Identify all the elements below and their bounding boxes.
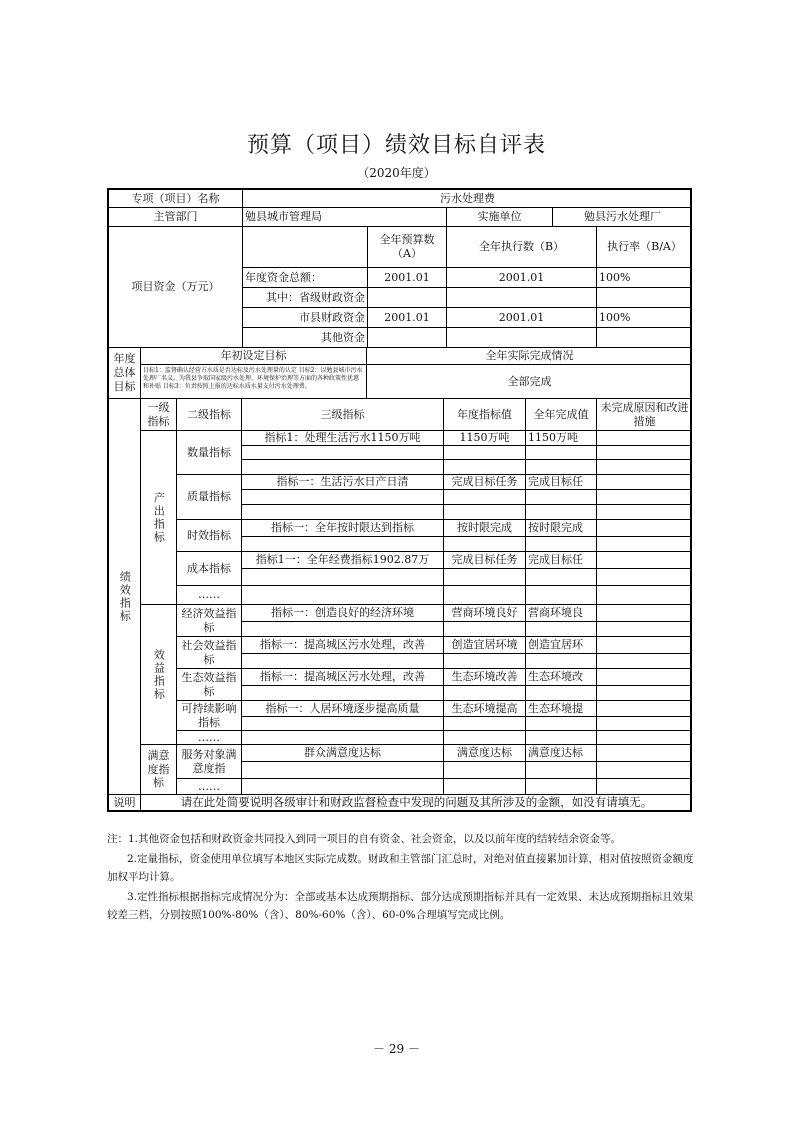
goal-label: 年度总体目标 — [109, 348, 141, 399]
satisfaction-ellipsis: …… — [177, 779, 242, 795]
economic-l3: 指标一：创造良好的经济环境 — [242, 605, 444, 622]
service-actual: 满意度达标 — [526, 745, 597, 762]
ecological-blank-l3 — [242, 686, 444, 701]
quantity-blank2-l3 — [242, 460, 444, 475]
service-l3: 群众满意度达标 — [242, 745, 444, 762]
economic-blank-reason — [597, 622, 692, 637]
unit-value: 勉县污水处理厂 — [553, 208, 692, 227]
social-target: 创造宜居环境 — [444, 637, 526, 654]
quantity-blank-actual — [526, 446, 597, 460]
time-reason — [597, 520, 692, 537]
funds-county-label: 市县财政资金 — [243, 308, 368, 328]
benefit-ellipsis-target — [444, 731, 526, 745]
funds-other-rate — [597, 328, 692, 348]
funds-county-budget: 2001.01 — [368, 308, 447, 328]
quantity-reason — [597, 431, 692, 446]
footnotes — [107, 830, 697, 926]
quantity-l3: 指标1：处理生活污水1150万吨 — [242, 431, 444, 446]
sub-service: 服务对象满意度指 — [177, 745, 242, 779]
time-blank-reason — [597, 537, 692, 552]
sustainable-blank-actual — [526, 717, 597, 731]
quality-blank2-actual — [526, 505, 597, 520]
cost-actual: 完成目标任 — [526, 552, 597, 569]
footnote-1: 注：1.其他资金包括和财政资金共同投入到同一项目的自有资金、社会资金，以及以前年度的结转结余资金等。 — [107, 833, 622, 845]
economic-blank-actual — [526, 622, 597, 637]
funds-province-rate — [597, 288, 692, 308]
social-blank-reason — [597, 654, 692, 669]
funds-county-exec: 2001.01 — [447, 308, 597, 328]
group-satisfaction: 满意度指标 — [141, 745, 177, 795]
quality-blank-target — [444, 490, 526, 505]
funds-total-exec: 2001.01 — [447, 268, 597, 288]
sustainable-target: 生态环境提高 — [444, 701, 526, 717]
sub-time: 时效指标 — [177, 520, 242, 552]
group-output: 产出指标 — [141, 431, 177, 605]
benefit-ellipsis-reason — [597, 731, 692, 745]
quality-blank2-l3 — [242, 505, 444, 520]
quantity-blank-l3 — [242, 446, 444, 460]
project-name-label: 专项（项目）名称 — [109, 190, 243, 208]
economic-actual: 营商环境良 — [526, 605, 597, 622]
sub-sustainable: 可持续影响指标 — [177, 701, 242, 731]
footnote-2: 2.定量指标，资金使用单位填写本地区实际完成数。财政和主管部门汇总时，对绝对值直接累加计算，相对值按照资金额度加权平均计算。 — [107, 853, 694, 884]
service-blank-l3 — [242, 762, 444, 779]
quantity-blank2-reason — [597, 460, 692, 475]
quantity-blank2-target — [444, 460, 526, 475]
remark-text: 请在此处简要说明各级审计和财政监督检查中发现的问题及其所涉及的金额，如没有请填无。 — [180, 795, 653, 810]
goal-actual-header: 全年实际完成情况 — [367, 348, 692, 365]
quantity-blank-reason — [597, 446, 692, 460]
funds-other-label: 其他资金 — [243, 328, 368, 348]
output-ellipsis: …… — [177, 586, 242, 605]
sustainable-actual: 生态环境提 — [526, 701, 597, 717]
satisfaction-ellipsis-actual — [526, 779, 597, 795]
funds-province-exec — [447, 288, 597, 308]
perf-header-target: 年度指标值 — [444, 399, 526, 431]
perf-label: 绩效指标 — [109, 399, 141, 795]
service-blank-reason — [597, 762, 692, 779]
cost-blank-reason — [597, 569, 692, 586]
service-blank-actual — [526, 762, 597, 779]
social-reason — [597, 637, 692, 654]
time-target: 按时限完成 — [444, 520, 526, 537]
time-blank-actual — [526, 537, 597, 552]
time-l3: 指标一：全年按时限达到指标 — [242, 520, 444, 537]
sustainable-reason — [597, 701, 692, 717]
funds-blank-header — [243, 227, 368, 268]
cost-blank-actual — [526, 569, 597, 586]
funds-label: 项目资金（万元） — [109, 227, 243, 348]
funds-province-budget — [368, 288, 447, 308]
quantity-target: 1150万吨 — [444, 431, 526, 446]
social-blank-actual — [526, 654, 597, 669]
quality-actual: 完成目标任 — [526, 475, 597, 490]
goal-actual-text: 全部完成 — [367, 365, 692, 399]
cost-l3: 指标1一：全年经费指标1902.87万 — [242, 552, 444, 569]
dept-value: 勉县城市管理局 — [243, 208, 447, 227]
quality-target: 完成目标任务 — [444, 475, 526, 490]
time-blank-target — [444, 537, 526, 552]
sustainable-blank-reason — [597, 717, 692, 731]
sustainable-blank-l3 — [242, 717, 444, 731]
funds-exec-header: 全年执行数（B） — [447, 227, 597, 268]
quality-blank-l3 — [242, 490, 444, 505]
service-blank-target — [444, 762, 526, 779]
page-number: － 29 － — [373, 1042, 420, 1056]
quality-reason — [597, 475, 692, 490]
perf-header-l3: 三级指标 — [242, 399, 444, 431]
satisfaction-ellipsis-reason — [597, 779, 692, 795]
ecological-l3: 指标一：提高城区污水处理，改善 — [242, 669, 444, 686]
funds-other-budget — [368, 328, 447, 348]
satisfaction-ellipsis-target — [444, 779, 526, 795]
funds-total-label: 年度资金总额： — [243, 268, 368, 288]
social-blank-l3 — [242, 654, 444, 669]
cost-reason — [597, 552, 692, 569]
sub-cost: 成本指标 — [177, 552, 242, 586]
perf-header-l1: 一级指标 — [141, 399, 177, 431]
page-title: 预算（项目）绩效目标自评表 — [246, 133, 546, 158]
cost-target: 完成目标任务 — [444, 552, 526, 569]
goal-planned-text: 目标1：监督确认经营方水质是否达标及污水处理量的认定 目标2：以勉县城市污水处理厂名义，为我县争取国家级污水处理、环境保护治理等方面的各种政策性优惠和补贴 目标3：负责按照上报的达标水质水量支付污水处理费。 — [141, 365, 367, 399]
output-ellipsis-target — [444, 586, 526, 605]
quantity-actual: 1150万吨 — [526, 431, 597, 446]
sub-economic: 经济效益指标 — [177, 605, 242, 637]
sub-social: 社会效益指标 — [177, 637, 242, 669]
funds-budget-header: 全年预算数（A） — [368, 227, 447, 268]
social-actual: 创造宜居环 — [526, 637, 597, 654]
ecological-reason — [597, 669, 692, 686]
quality-blank2-target — [444, 505, 526, 520]
benefit-ellipsis-l3 — [242, 731, 444, 745]
service-target: 满意度达标 — [444, 745, 526, 762]
cost-blank-l3 — [242, 569, 444, 586]
unit-label: 实施单位 — [447, 208, 553, 227]
output-ellipsis-reason — [597, 586, 692, 605]
social-l3: 指标一：提高城区污水处理，改善 — [242, 637, 444, 654]
remark-label: 说明 — [109, 795, 141, 810]
output-ellipsis-actual — [526, 586, 597, 605]
ecological-blank-actual — [526, 686, 597, 701]
project-name-value: 污水处理费 — [243, 190, 692, 208]
economic-blank-target — [444, 622, 526, 637]
quantity-blank-target — [444, 446, 526, 460]
quantity-blank2-actual — [526, 460, 597, 475]
output-ellipsis-l3 — [242, 586, 444, 605]
quality-blank-actual — [526, 490, 597, 505]
ecological-target: 生态环境改善 — [444, 669, 526, 686]
quality-blank2-reason — [597, 505, 692, 520]
cost-blank-target — [444, 569, 526, 586]
economic-target: 营商环境良好 — [444, 605, 526, 622]
ecological-blank-reason — [597, 686, 692, 701]
quality-blank-reason — [597, 490, 692, 505]
satisfaction-ellipsis-l3 — [242, 779, 444, 795]
quality-l3: 指标一：生活污水日产日清 — [242, 475, 444, 490]
benefit-ellipsis: …… — [177, 731, 242, 745]
economic-blank-l3 — [242, 622, 444, 637]
funds-total-budget: 2001.01 — [368, 268, 447, 288]
funds-county-rate: 100% — [597, 308, 692, 328]
goal-planned-header: 年初设定目标 — [141, 348, 367, 365]
sub-ecological: 生态效益指标 — [177, 669, 242, 701]
social-blank-target — [444, 654, 526, 669]
sub-quality: 质量指标 — [177, 475, 242, 520]
sustainable-blank-target — [444, 717, 526, 731]
benefit-ellipsis-actual — [526, 731, 597, 745]
perf-header-l2: 二级指标 — [177, 399, 242, 431]
sub-quantity: 数量指标 — [177, 431, 242, 475]
fiscal-year: （2020年度） — [357, 166, 436, 180]
time-actual: 按时限完成 — [526, 520, 597, 537]
dept-label: 主管部门 — [109, 208, 243, 227]
perf-header-reason: 未完成原因和改进措施 — [597, 399, 692, 431]
ecological-actual: 生态环境改 — [526, 669, 597, 686]
economic-reason — [597, 605, 692, 622]
service-reason — [597, 745, 692, 762]
perf-header-actual: 全年完成值 — [526, 399, 597, 431]
performance-form — [107, 188, 692, 812]
sustainable-l3: 指标一：人居环境逐步提高质量 — [242, 701, 444, 717]
ecological-blank-target — [444, 686, 526, 701]
footnote-3: 3.定性指标根据指标完成情况分为：全部或基本达成预期指标、部分达成预期指标并具有一定效果、未达成预期指标且效果较差三档，分别按照100%-80%（含）、80%-60%（含）、60-0%合理填写完成比例。 — [107, 891, 694, 922]
funds-total-rate: 100% — [597, 268, 692, 288]
funds-rate-header: 执行率（B/A） — [597, 227, 692, 268]
funds-province-label: 其中：省级财政资金 — [243, 288, 368, 308]
time-blank-l3 — [242, 537, 444, 552]
group-benefit: 效益指标 — [141, 605, 177, 745]
funds-other-exec — [447, 328, 597, 348]
